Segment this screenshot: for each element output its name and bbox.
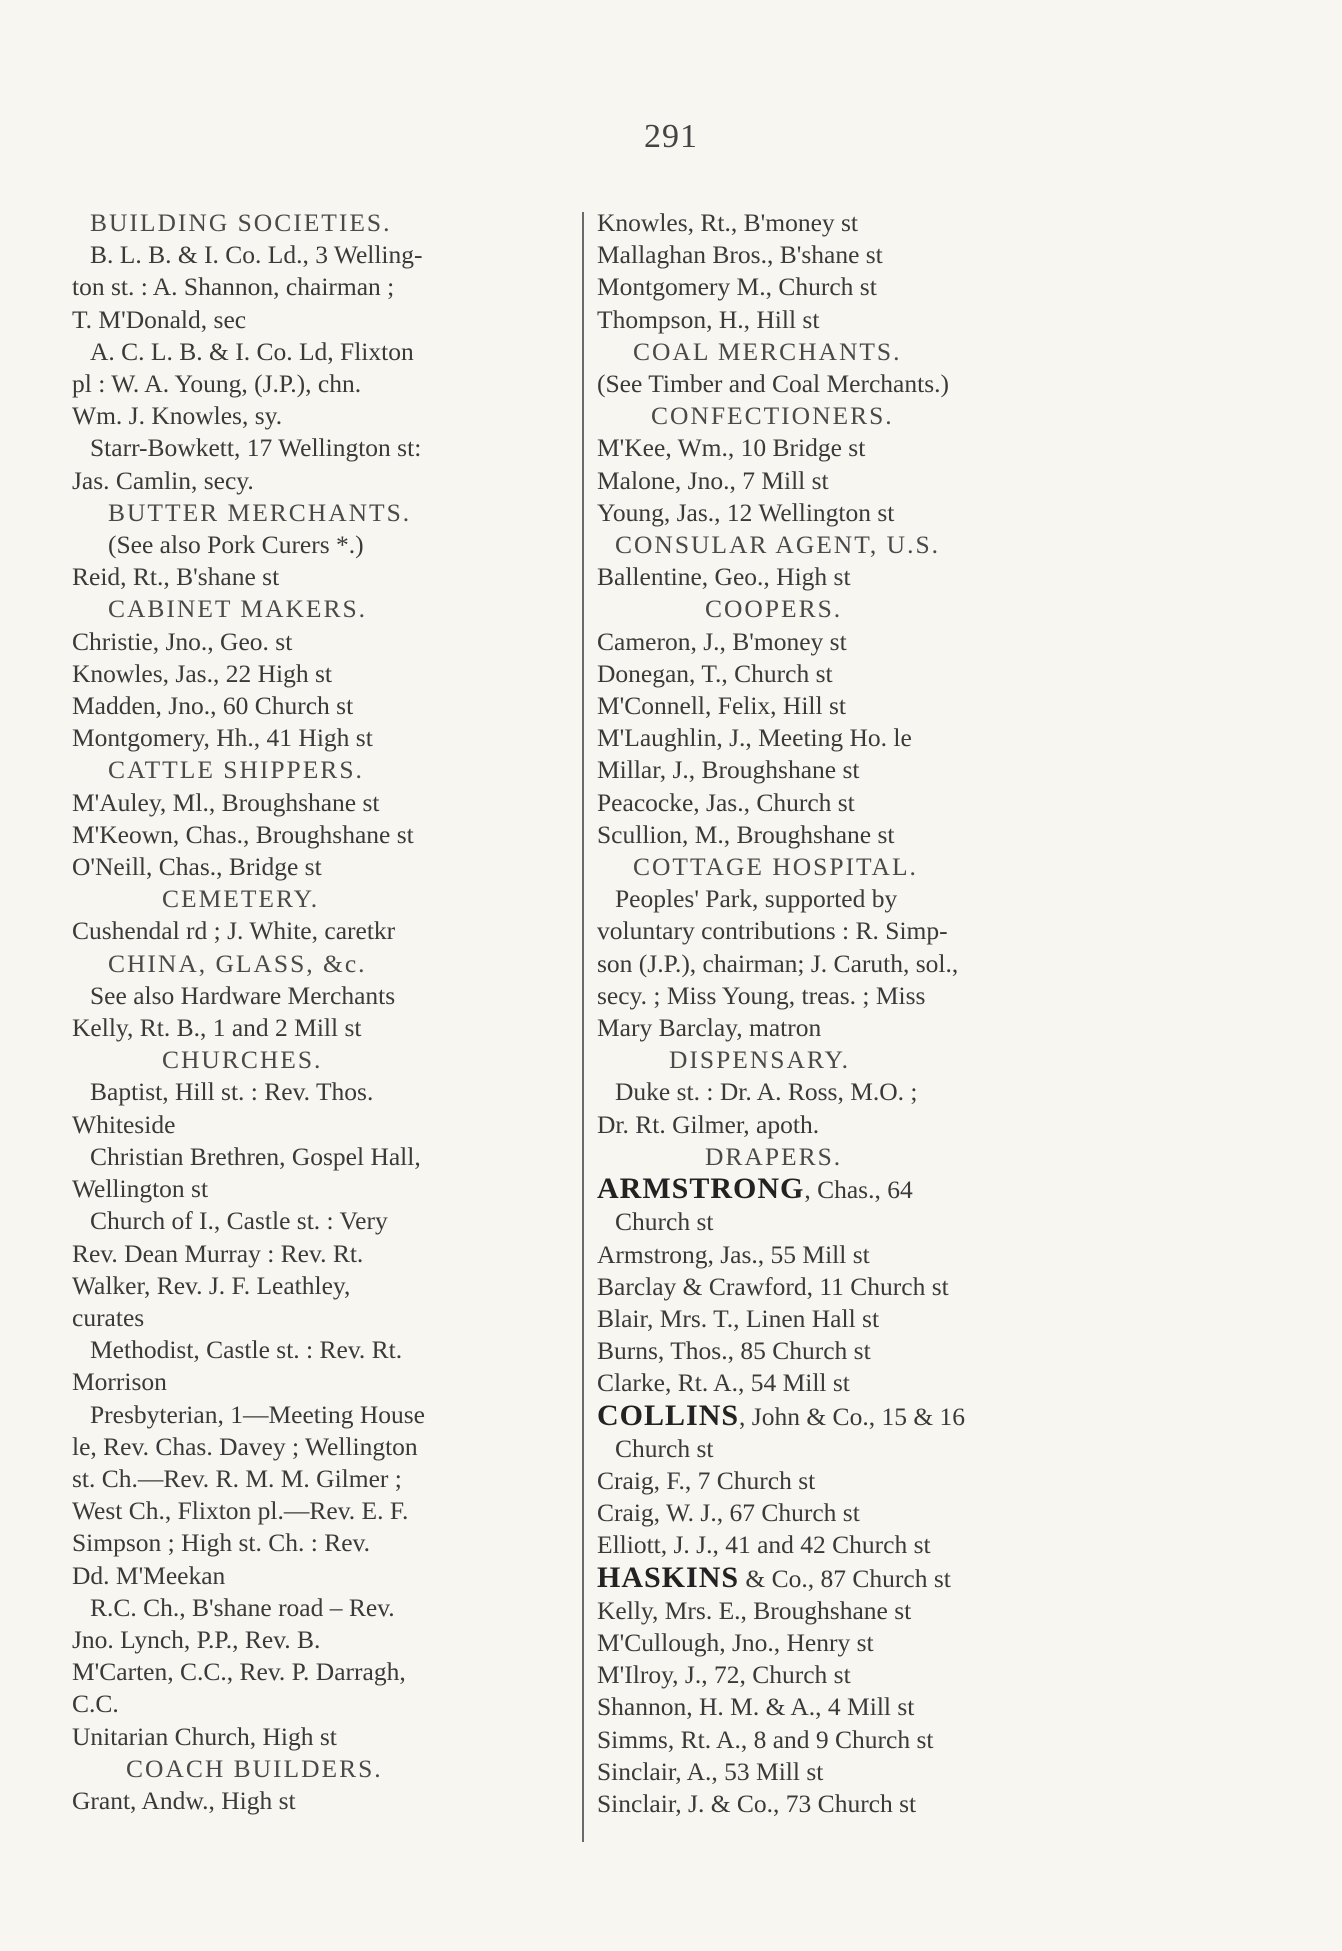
directory-entry: Walker, Rev. J. F. Leathley,	[72, 1270, 351, 1300]
directory-entry: Millar, J., Broughshane st	[597, 755, 860, 785]
directory-entry: Church st	[615, 1433, 714, 1463]
directory-entry: M'Kee, Wm., 10 Bridge st	[597, 433, 866, 463]
directory-entry: Montgomery M., Church st	[597, 272, 877, 302]
directory-entry: Blair, Mrs. T., Linen Hall st	[597, 1303, 880, 1333]
directory-entry: Peacocke, Jas., Church st	[597, 787, 855, 817]
directory-entry: Cushendal rd ; J. White, caretkr	[72, 916, 396, 946]
directory-entry: Starr-Bowkett, 17 Wellington st:	[90, 433, 422, 463]
directory-entry: Barclay & Crawford, 11 Church st	[597, 1271, 949, 1301]
directory-entry: M'Connell, Felix, Hill st	[597, 691, 846, 721]
directory-entry: Kelly, Mrs. E., Broughshane st	[597, 1595, 912, 1625]
directory-entry: See also Hardware Merchants	[90, 980, 396, 1010]
section-heading: DRAPERS.	[705, 1141, 843, 1171]
directory-entry: Presbyterian, 1—Meeting House	[90, 1399, 425, 1429]
directory-entry: voluntary contributions : R. Simp-	[597, 916, 948, 946]
directory-entry: Rev. Dean Murray : Rev. Rt.	[72, 1238, 364, 1268]
section-heading: CHINA, GLASS, &c.	[108, 948, 367, 978]
directory-entry: Dd. M'Meekan	[72, 1560, 226, 1590]
section-heading: CHURCHES.	[162, 1045, 323, 1075]
directory-entry: O'Neill, Chas., Bridge st	[72, 852, 322, 882]
section-heading: COOPERS.	[705, 594, 843, 624]
directory-entry: Grant, Andw., High st	[72, 1785, 296, 1815]
directory-entry: Jno. Lynch, P.P., Rev. B.	[72, 1624, 321, 1654]
directory-entry: M'Cullough, Jno., Henry st	[597, 1627, 874, 1657]
section-heading: COTTAGE HOSPITAL.	[633, 852, 918, 882]
directory-entry: Montgomery, Hh., 41 High st	[72, 723, 373, 753]
directory-entry: ton st. : A. Shannon, chairman ;	[72, 272, 395, 302]
directory-entry: Simpson ; High st. Ch. : Rev.	[72, 1528, 371, 1558]
directory-entry: Unitarian Church, High st	[72, 1721, 337, 1751]
directory-entry: M'Keown, Chas., Broughshane st	[72, 819, 414, 849]
section-heading: CEMETERY.	[162, 884, 320, 914]
directory-entry: HASKINS & Co., 87 Church st	[597, 1560, 951, 1594]
section-heading: COAL MERCHANTS.	[633, 336, 902, 366]
directory-entry: Methodist, Castle st. : Rev. Rt.	[90, 1335, 403, 1365]
section-heading: CABINET MAKERS.	[108, 594, 368, 624]
directory-entry: M'Auley, Ml., Broughshane st	[72, 787, 380, 817]
directory-entry: B. L. B. & I. Co. Ld., 3 Welling-	[90, 240, 423, 270]
directory-entry: A. C. L. B. & I. Co. Ld, Flixton	[90, 336, 414, 366]
section-heading: BUILDING SOCIETIES.	[90, 208, 392, 237]
directory-entry: pl : W. A. Young, (J.P.), chn.	[72, 369, 362, 399]
section-heading: CATTLE SHIPPERS.	[108, 755, 364, 785]
directory-entry: Kelly, Rt. B., 1 and 2 Mill st	[72, 1013, 362, 1043]
directory-entry: Sinclair, J. & Co., 73 Church st	[597, 1788, 917, 1818]
directory-entry: ARMSTRONG, Chas., 64	[597, 1172, 913, 1206]
directory-entry: Craig, W. J., 67 Church st	[597, 1498, 860, 1528]
directory-entry: (See Timber and Coal Merchants.)	[597, 369, 949, 399]
directory-entry: Duke st. : Dr. A. Ross, M.O. ;	[615, 1077, 918, 1107]
directory-entry: Clarke, Rt. A., 54 Mill st	[597, 1368, 850, 1398]
directory-entry: Wellington st	[72, 1174, 209, 1204]
directory-entry: Church of I., Castle st. : Very	[90, 1206, 388, 1236]
directory-entry: M'Laughlin, J., Meeting Ho. le	[597, 723, 912, 753]
section-heading: CONFECTIONERS.	[651, 401, 894, 431]
directory-entry: Young, Jas., 12 Wellington st	[597, 497, 895, 527]
directory-entry: M'Carten, C.C., Rev. P. Darragh,	[72, 1657, 406, 1687]
directory-entry: Sinclair, A., 53 Mill st	[597, 1756, 824, 1786]
directory-entry: C.C.	[72, 1689, 119, 1719]
directory-entry: Baptist, Hill st. : Rev. Thos.	[90, 1077, 374, 1107]
directory-entry: COLLINS, John & Co., 15 & 16	[597, 1398, 966, 1432]
directory-entry: Wm. J. Knowles, sy.	[72, 401, 283, 431]
directory-entry: M'Ilroy, J., 72, Church st	[597, 1660, 851, 1690]
directory-entry: West Ch., Flixton pl.—Rev. E. F.	[72, 1496, 409, 1526]
directory-entry: son (J.P.), chairman; J. Caruth, sol.,	[597, 948, 959, 978]
directory-entry: Malone, Jno., 7 Mill st	[597, 465, 829, 495]
directory-entry: Ballentine, Geo., High st	[597, 562, 851, 592]
column-divider	[582, 212, 584, 1842]
directory-entry: Morrison	[72, 1367, 167, 1397]
directory-entry: Knowles, Jas., 22 High st	[72, 658, 332, 688]
directory-entry: Dr. Rt. Gilmer, apoth.	[597, 1109, 820, 1139]
directory-entry: Jas. Camlin, secy.	[72, 465, 254, 495]
directory-entry: le, Rev. Chas. Davey ; Wellington	[72, 1431, 418, 1461]
left-column	[72, 207, 572, 1817]
directory-entry: st. Ch.—Rev. R. M. M. Gilmer ;	[72, 1463, 402, 1493]
directory-entry: Christian Brethren, Gospel Hall,	[90, 1141, 421, 1171]
directory-entry: (See also Pork Curers *.)	[108, 530, 364, 560]
directory-entry: Simms, Rt. A., 8 and 9 Church st	[597, 1724, 934, 1754]
directory-entry: Peoples' Park, supported by	[615, 884, 898, 914]
section-heading: BUTTER MERCHANTS.	[108, 497, 412, 527]
directory-entry: Donegan, T., Church st	[597, 658, 833, 688]
directory-entry: Reid, Rt., B'shane st	[72, 562, 280, 592]
directory-entry: Burns, Thos., 85 Church st	[597, 1336, 871, 1366]
directory-entry: Church st	[615, 1207, 714, 1237]
directory-entry: secy. ; Miss Young, treas. ; Miss	[597, 980, 926, 1010]
directory-entry: Knowles, Rt., B'money st	[597, 208, 859, 237]
section-heading: CONSULAR AGENT, U.S.	[615, 530, 941, 560]
directory-entry: Madden, Jno., 60 Church st	[72, 691, 354, 721]
directory-entry: Thompson, H., Hill st	[597, 304, 820, 334]
directory-entry: Cameron, J., B'money st	[597, 626, 847, 656]
right-column	[597, 207, 1097, 1820]
section-heading: COACH BUILDERS.	[126, 1753, 383, 1783]
page-number: 291	[644, 118, 698, 155]
directory-entry: Shannon, H. M. & A., 4 Mill st	[597, 1692, 915, 1722]
directory-entry: Mallaghan Bros., B'shane st	[597, 240, 883, 270]
directory-entry: T. M'Donald, sec	[72, 304, 247, 334]
directory-entry: R.C. Ch., B'shane road – Rev.	[90, 1592, 395, 1622]
directory-entry: Mary Barclay, matron	[597, 1013, 822, 1043]
directory-entry: Scullion, M., Broughshane st	[597, 819, 895, 849]
directory-entry: Craig, F., 7 Church st	[597, 1465, 816, 1495]
directory-entry: Elliott, J. J., 41 and 42 Church st	[597, 1530, 931, 1560]
directory-entry: Whiteside	[72, 1109, 176, 1139]
directory-entry: Armstrong, Jas., 55 Mill st	[597, 1239, 870, 1269]
directory-entry: Christie, Jno., Geo. st	[72, 626, 293, 656]
directory-entry: curates	[72, 1302, 145, 1332]
section-heading: DISPENSARY.	[669, 1045, 850, 1075]
